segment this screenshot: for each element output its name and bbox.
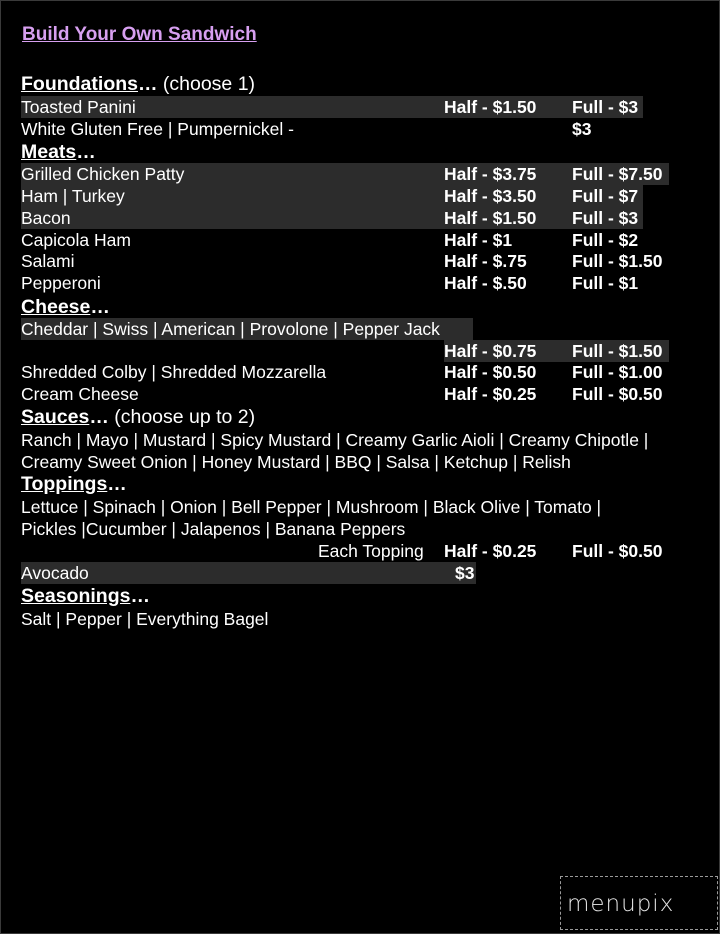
full-price: Full - $1.50 <box>572 341 663 361</box>
toppings-list-line-2: Pickles |Cucumber | Jalapenos | Banana Peppers <box>21 519 406 539</box>
item-name: Pepperoni <box>21 273 101 293</box>
half-price: Half - $1 <box>444 230 513 250</box>
item-name: Avocado <box>21 563 89 583</box>
each-topping-label: Each Topping <box>318 541 424 561</box>
full-price: Full - $1.50 <box>572 251 663 271</box>
half-price: Half - $0.75 <box>444 341 537 361</box>
menu-row <box>0 518 720 540</box>
menu-row <box>0 361 720 383</box>
menu-row <box>0 451 720 473</box>
menu-row <box>0 562 720 584</box>
full-price: Full - $2 <box>572 230 639 250</box>
full-price: Full - $1.00 <box>572 362 663 382</box>
foundations-header: Foundations… (choose 1) <box>21 73 256 95</box>
item-name: Toasted Panini <box>21 97 136 117</box>
cheese-header: Cheese… <box>21 296 110 318</box>
menu-row <box>0 608 720 630</box>
item-name: Salami <box>21 251 75 271</box>
full-price: Full - $7.50 <box>572 164 663 184</box>
full-price: Full - $0.50 <box>572 541 663 561</box>
half-price: Half - $1.50 <box>444 208 537 228</box>
full-price: Full - $3 <box>572 208 639 228</box>
toppings-list-line-1: Lettuce | Spinach | Onion | Bell Pepper | Mushroom | Black Olive | Tomato | <box>21 497 602 517</box>
sauces-note: (choose up to 2) <box>108 406 256 428</box>
menu-row <box>0 250 720 272</box>
full-price: Full - $1 <box>572 273 639 293</box>
seasonings-list: Salt | Pepper | Everything Bagel <box>21 609 269 629</box>
sauces-header: Sauces… (choose up to 2) <box>21 406 256 428</box>
sauces-list-line-2: Creamy Sweet Onion | Honey Mustard | BBQ | Salsa | Ketchup | Relish <box>21 452 571 472</box>
menu-row <box>0 118 720 140</box>
full-price: Full - $7 <box>572 186 639 206</box>
menu-row <box>0 383 720 405</box>
menu-row <box>0 96 720 118</box>
menupix-watermark <box>560 876 718 930</box>
cheese-heading: Cheese <box>21 296 91 318</box>
foundations-heading: Foundations <box>21 73 138 95</box>
price: $3 <box>455 563 475 583</box>
menu-row <box>0 207 720 229</box>
sauces-list-line-1: Ranch | Mayo | Mustard | Spicy Mustard | Creamy Garlic Aioli | Creamy Chipotle | <box>21 430 649 450</box>
menu-row <box>0 540 720 562</box>
half-price: Half - $1.50 <box>444 97 537 117</box>
full-price: $3 <box>572 119 592 139</box>
half-price: Half - $.75 <box>444 251 527 271</box>
menu-row <box>0 272 720 294</box>
full-price: Full - $0.50 <box>572 384 663 404</box>
toppings-heading: Toppings <box>21 473 108 495</box>
half-price: Half - $3.50 <box>444 186 537 206</box>
half-price: Half - $0.50 <box>444 362 537 382</box>
half-price: Half - $3.75 <box>444 164 537 184</box>
item-name: White Gluten Free | Pumpernickel - <box>21 119 294 139</box>
item-name: Bacon <box>21 208 71 228</box>
menu-row <box>0 229 720 251</box>
full-price: Full - $3 <box>572 97 639 117</box>
menu-row <box>0 496 720 518</box>
menu-row <box>0 163 720 185</box>
cheese-list: Cheddar | Swiss | American | Provolone | Pepper Jack <box>21 319 440 339</box>
seasonings-heading: Seasonings <box>21 585 131 607</box>
seasonings-header: Seasonings… <box>21 585 150 607</box>
menu-row <box>0 185 720 207</box>
meats-heading: Meats <box>21 141 77 163</box>
half-price: Half - $.50 <box>444 273 527 293</box>
item-name: Grilled Chicken Patty <box>21 164 185 184</box>
menu-row <box>0 340 720 362</box>
toppings-header: Toppings… <box>21 473 127 495</box>
item-name: Capicola Ham <box>21 230 131 250</box>
item-name: Ham | Turkey <box>21 186 125 206</box>
item-name: Cream Cheese <box>21 384 139 404</box>
half-price: Half - $0.25 <box>444 384 537 404</box>
half-price: Half - $0.25 <box>444 541 537 561</box>
menu-row <box>0 318 720 340</box>
menu-row <box>0 429 720 451</box>
menu-title: Build Your Own Sandwich <box>22 24 257 45</box>
item-name: Shredded Colby | Shredded Mozzarella <box>21 362 327 382</box>
watermark-logo: menupix <box>567 891 675 917</box>
foundations-note: (choose 1) <box>157 73 256 95</box>
sauces-heading: Sauces <box>21 406 90 428</box>
meats-header: Meats… <box>21 141 96 163</box>
